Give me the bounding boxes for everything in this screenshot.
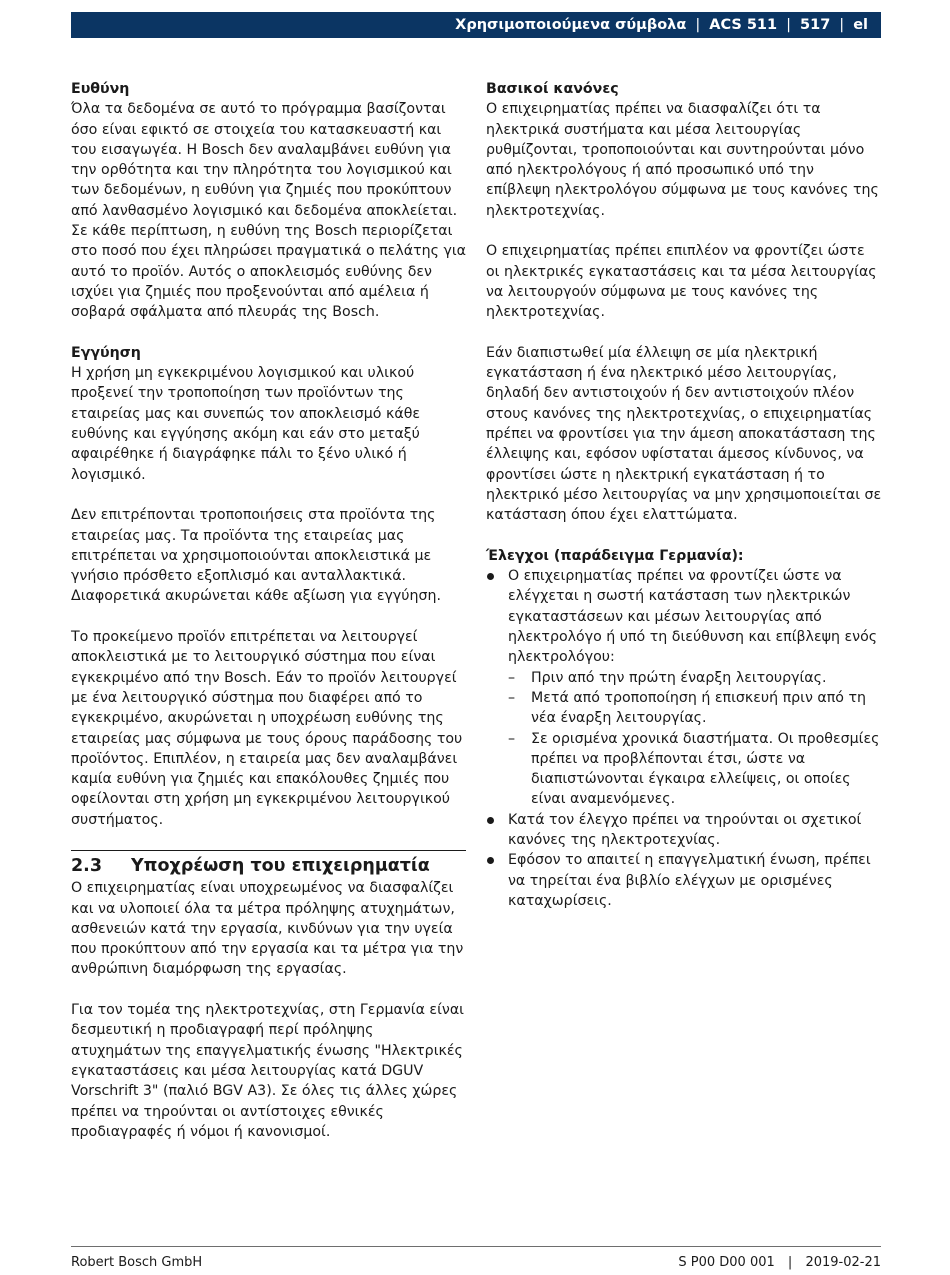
warranty-paragraph: Δεν επιτρέπονται τροποποιήσεις στα προϊόντα της εταιρείας μας. Τα προϊόντα της εταιρείας μας επιτρέπεται να χρησιμοποιούνται αποκλειστικά με γνήσιο πρόσθετο εξοπλισμό και ανταλλακτικά. Διαφορετικά ακυρώνεται κάθε αξίωση για εγγύηση. (71, 507, 441, 605)
footer-date: 2019-02-21 (805, 1255, 881, 1270)
header-language: el (853, 16, 868, 33)
bullet-item: Εφόσον το απαιτεί η επαγγελματική ένωση, πρέπει να τηρείται ένα βιβλίο ελέγχων με ορισμένες καταχωρίσεις. (486, 850, 882, 911)
header-separator: | (839, 16, 845, 33)
sub-item: – Μετά από τροποποίηση ή επισκευή πριν από τη νέα έναρξη λειτουργίας. (508, 688, 882, 729)
section-title: Υποχρέωση του επιχειρηματία (131, 856, 430, 877)
footer-doc-id: S P00 D00 001 (678, 1255, 775, 1270)
inspections-heading: Έλεγχοι (παράδειγμα Γερμανία): (486, 547, 744, 564)
section-number: 2.3 (71, 856, 103, 877)
left-column (71, 79, 466, 1162)
responsibility-heading: Ευθύνη (71, 81, 130, 97)
header-page-number: 517 (800, 16, 831, 33)
responsibility-text: Όλα τα δεδομένα σε αυτό το πρόγραμμα βασίζονται όσο είναι εφικτό σε στοιχεία του κατασκευαστή και του εισαγωγέα. Η Bosch δεν αναλαμβάνει ευθύνη για την ορθότητα και την πληρότητα του λογισμικού και των δεδομένων, η ευθύνη για ζημιές που προκύπτουν από λανθασμένο λογισμικό και δεδομένα αποκλείεται. Σε κάθε περίπτωση, η ευθύνη της Bosch περιορίζεται στο ποσό που έχει πληρώσει πραγματικά ο πελάτης για αυτό το προϊόν. Αυτός ο αποκλεισμός ευθύνης δεν ισχύει για ζημιές που προξενούνται από αμέλεια ή σοβαρά σφάλματα από πλευράς της Bosch. (71, 101, 467, 321)
page-header-bar (71, 12, 881, 38)
sub-item: – Σε ορισμένα χρονικά διαστήματα. Οι προθεσμίες πρέπει να προβλέπονται έτσι, ώστε να διαπιστώνονται έγκαιρα ελλείψεις, οι οποίες είναι αναμενόμενες. (508, 729, 882, 810)
section-paragraph: Ο επιχειρηματίας είναι υποχρεωμένος να διασφαλίζει και να υλοποιεί όλα τα μέτρα πρόληψης ατυχημάτων, ασθενειών κατά την εργασία, κινδύνων για την υγεία που προκύπτουν από την εργασία και τα μέτρα για την ανθρώπινη διαμόρφωση της εργασίας. (71, 880, 464, 978)
basic-rules-paragraph: Εάν διαπιστωθεί μία έλλειψη σε μία ηλεκτρική εγκατάσταση ή ένα ηλεκτρικό μέσο λειτουργίας, δηλαδή δεν αντιστοιχούν ή δεν αντιστοιχούν πλέον στους κανόνες της ηλεκτροτεχνίας, ο επιχειρηματίας πρέπει να φροντίσει για την άμεση αποκατάσταση της έλλειψης και, εφόσον υφίσταται άμεσος κίνδυνος, να φροντίσει ώστε η ηλεκτρική εγκατάσταση ή το ηλεκτρικό μέσο λειτουργίας να μην χρησιμοποιείται σε κατάσταση όπου έχει ελαττώματα. (486, 344, 882, 524)
basic-rules-heading: Βασικοί κανόνες (486, 81, 619, 97)
warranty-heading: Εγγύηση (71, 344, 141, 361)
warranty-paragraph: Το προκείμενο προϊόν επιτρέπεται να λειτουργεί αποκλειστικά με το λειτουργικό σύστημα που είναι εγκεκριμένο από την Bosch. Εάν το προϊόν λειτουργεί με ένα λειτουργικό σύστημα που διαφέρει από το εγκεκριμένο, ακυρώνεται η υποχρέωση ευθύνης της εταιρείας μας σύμφωνα με τους όρους παράδοσης του προϊόντος. Επιπλέον, η εταιρεία μας δεν αναλαμβάνει καμία ευθύνη για ζημιές και επακόλουθες ζημιές που οφείλονται στη χρήση μη εγκεκριμένου λειτουργικού συστήματος. (71, 629, 463, 828)
basic-rules-paragraph: Ο επιχειρηματίας πρέπει επιπλέον να φροντίζει ώστε οι ηλεκτρικές εγκαταστάσεις και τα μέσα λειτουργίας να λειτουργούν σύμφωνα με τους κανόνες της ηλεκτροτεχνίας. (486, 243, 877, 321)
sub-item: – Πριν από την πρώτη έναρξη λειτουργίας. (508, 668, 882, 688)
warranty-paragraph: Η χρήση μη εγκεκριμένου λογισμικού και υλικού προξενεί την τροποποίηση των προϊόντων της εταιρείας μας και συνεπώς τον αποκλεισμό κάθε ευθύνης και εγγύησης ακόμη και εάν στο μεταξύ αφαιρέθηκε ή διαγράφηκε πάλι το ξένο υλικό ή λογισμικό. (71, 365, 421, 483)
header-separator: | (695, 16, 701, 33)
inspections-list (486, 566, 882, 911)
bullet-item (486, 566, 882, 810)
section-divider (71, 850, 466, 878)
footer-company: Robert Bosch GmbH (71, 1255, 203, 1270)
section-heading (71, 854, 466, 878)
header-separator: | (786, 16, 792, 33)
sub-list (508, 668, 882, 810)
header-product: ACS 511 (709, 16, 778, 33)
header-section-title: Χρησιμοποιούμενα σύμβολα (455, 16, 687, 33)
section-paragraph: Για τον τομέα της ηλεκτροτεχνίας, στη Γερμανία είναι δεσμευτική η προδιαγραφή περί πρόληψης ατυχημάτων της επαγγελματικής ένωσης "Ηλεκτρικές εγκαταστάσεις και μέσα λειτουργίας κατά DGUV Vorschrift 3" (παλιό BGV A3). Σε όλες τις άλλες χώρες πρέπει να τηρούνται οι αντίστοιχες εθνικές προδιαγραφές ή νόμοι ή κανονισμοί. (71, 1002, 464, 1140)
footer-meta (678, 1253, 881, 1273)
footer-divider (71, 1246, 881, 1247)
bullet-item: Κατά τον έλεγχο πρέπει να τηρούνται οι σχετικοί κανόνες της ηλεκτροτεχνίας. (486, 810, 882, 851)
footer-separator: | (787, 1255, 793, 1270)
basic-rules-paragraph: Ο επιχειρηματίας πρέπει να διασφαλίζει ότι τα ηλεκτρικά συστήματα και μέσα λειτουργίας ρυθμίζονται, τροποποιούνται και συντηρούνται μόνο από ηλεκτρολόγους ή από προσωπικό υπό την επίβλεψη ηλεκτρολόγου σύμφωνα με τους κανόνες της ηλεκτροτεχνίας. (486, 101, 879, 219)
bullet-text: Ο επιχειρηματίας πρέπει να φροντίζει ώστε να ελέγχεται η σωστή κατάσταση των ηλεκτρικών εγκαταστάσεων και μέσων λειτουργίας από ηλεκτρολόγο ή υπό τη διεύθυνση και επίβλεψη ενός ηλεκτρολόγου: (508, 568, 878, 666)
right-column (486, 79, 882, 911)
